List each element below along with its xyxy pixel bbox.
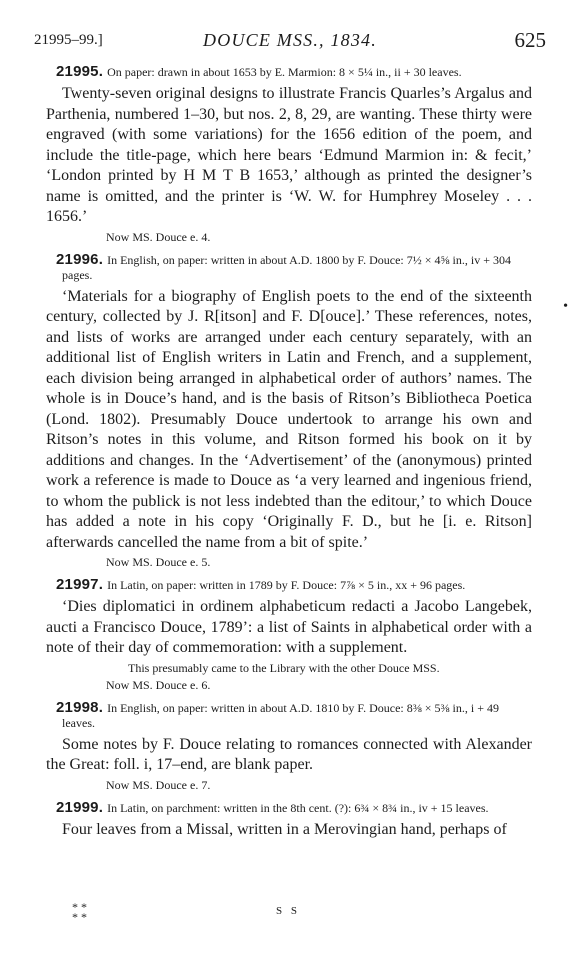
entry-shelfmark: Now MS. Douce e. 6. — [106, 677, 211, 692]
entry-shelfmark: Now MS. Douce e. 4. — [106, 229, 211, 244]
entry-description: In English, on paper: written in about A.D. 1810 by F. Douce: 8⅜ × 5⅜ in., i + 49 leaves. — [62, 700, 499, 730]
catalogue-entry — [46, 577, 532, 693]
entry-number: 21998. — [56, 698, 104, 716]
entry-description: On paper: drawn in about 1653 by E. Marmion: 8 × 5¼ in., ii + 30 leaves. — [107, 65, 462, 79]
entry-heading — [56, 577, 532, 593]
entry-shelfmark: Now MS. Douce e. 7. — [106, 777, 211, 792]
entry-description: In Latin, on paper: written in 1789 by F. Douce: 7⅞ × 5 in., xx + 96 pages. — [107, 578, 466, 592]
entry-body: ‘Dies diplomatici in ordinem alphabeticum redacti a Jacobo Langebek, aucti a Francisco Douce, 1789’: a list of Saints in alphabetical order with a note of their day of commemoration: with a supplement. — [46, 598, 532, 656]
catalogue-entry — [46, 252, 532, 571]
entry-heading — [56, 800, 532, 816]
entry-note: This presumably came to the Library with the other Douce MSS. — [128, 660, 440, 675]
catalogue-entry — [46, 64, 532, 245]
margin-mark: • — [563, 299, 568, 314]
entry-heading — [56, 700, 532, 731]
entry-description: In Latin, on parchment: written in the 8th cent. (?): 6¾ × 8¾ in., iv + 15 leaves. — [107, 800, 489, 815]
entry-shelfmark: Now MS. Douce e. 5. — [106, 555, 211, 569]
running-header — [34, 28, 546, 50]
catalogue-entries — [46, 64, 532, 847]
entry-number: 21999. — [56, 798, 104, 816]
entry-body: Some notes by F. Douce relating to romances connected with Alexander the Great: foll. i, 17–end, are blank paper. — [46, 735, 532, 773]
entry-body: ‘Materials for a biography of English poets to the end of the sixteenth century, collected by J. R[itson] and F. D[ouce].’ These references, notes, and lists of works are arranged under each century separately, with an additional list of English writers in Latin and French, and a supplement, each division being arranged in alphabetical order of authors’ names. The whole is in Douce’s hand, and is the basis of Ritson’s Bibliotheca Poetica (Lond. 1802). Presumably Douce undertook to arrange his own and Ritson’s notes in this volume, and Ritson formed his book on it by additions and changes. In the ‘Advertisement’ of the (anonymous) printed work a reference is made to Douce as ‘a very learned and ingenious friend, to whom the publick is not less indebted than the editour,’ to which Douce has added a note in his copy ‘Originally F. D., but he [i. e. Ritson] afterwards cancelled the name from a bit of spite.’ — [46, 287, 532, 551]
entry-body: Twenty-seven original designs to illustrate Francis Quarles’s Argalus and Parthenia, numbered 1–30, but nos. 2, 8, 29, are wanting. These thirty were engraved (with some variations) for the 1656 edition of the poem, and include the title-page, which here bears ‘Edmund Marmion in: & fecit,’ ‘London printed by H M T B 1653,’ although as printed the designer’s name is omitted, and the printer is ‘W. W. for Humphrey Moseley . . . 1656.’ — [46, 85, 532, 225]
page-footer — [72, 902, 508, 926]
signature-mark: S S — [276, 905, 300, 917]
header-title: DOUCE MSS., 1834. — [203, 30, 377, 50]
entry-number: 21997. — [56, 576, 104, 593]
entry-heading — [56, 64, 532, 80]
entry-number: 21996. — [56, 250, 104, 268]
catalogue-entry — [46, 800, 532, 841]
entry-body: Four leaves from a Missal, written in a Merovingian hand, perhaps of — [62, 820, 507, 838]
page-number: 625 — [514, 28, 546, 52]
header-range: 21995–99.] — [34, 32, 103, 48]
entry-description: In English, on paper: written in about A.D. 1800 by F. Douce: 7½ × 4⅝ in., iv + 304 pages. — [62, 252, 511, 282]
footer-asterisks: * * * * — [72, 900, 87, 924]
entry-heading — [56, 252, 532, 283]
entry-number: 21995. — [56, 63, 104, 80]
catalogue-entry — [46, 700, 532, 793]
